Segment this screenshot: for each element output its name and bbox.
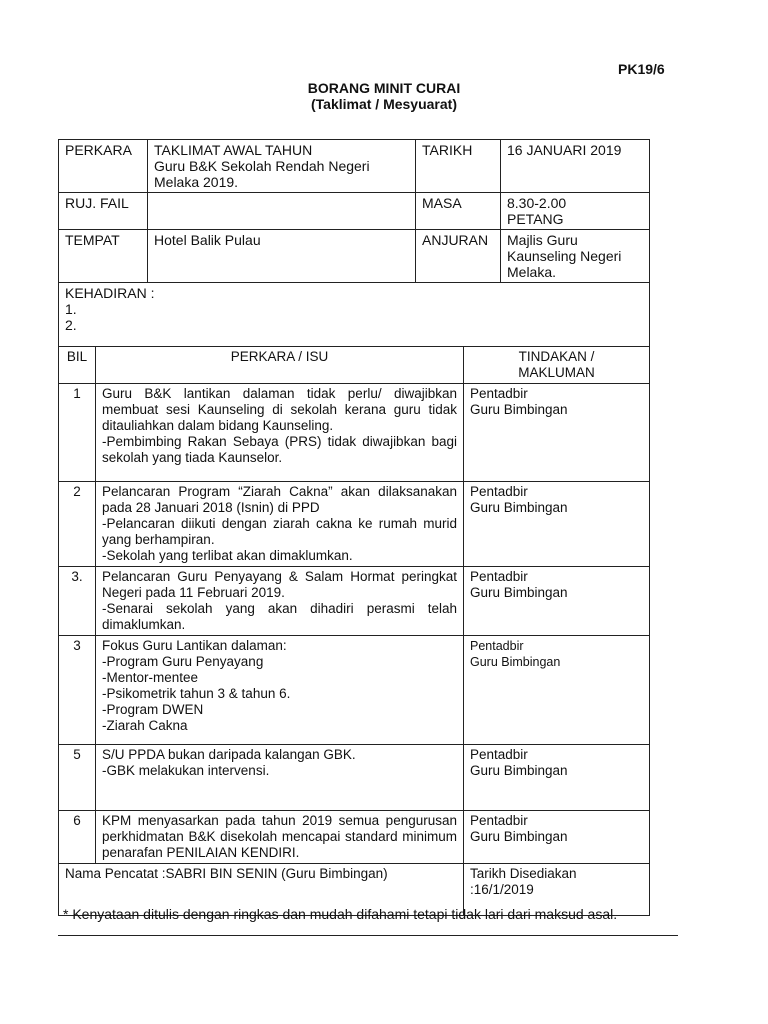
masa-value: 8.30-2.00 PETANG [501, 193, 650, 230]
table-row [59, 635, 650, 744]
table-row [59, 481, 650, 566]
anjuran-label: ANJURAN [416, 230, 501, 283]
table-row [59, 566, 650, 635]
perkara-label: PERKARA [59, 140, 148, 193]
row-perkara: S/U PPDA bukan daripada kalangan GBK. -GBK melakukan intervensi. [96, 744, 464, 810]
col-header-tindakan: TINDAKAN / MAKLUMAN [464, 346, 650, 383]
tarikh-label: TARIKH [416, 140, 501, 193]
col-header-perkara: PERKARA / ISU [96, 346, 464, 383]
tarikh-disediakan: Tarikh Disediakan :16/1/2019 [464, 863, 650, 915]
row-tindakan: Pentadbir Guru Bimbingan [464, 810, 650, 863]
tempat-value: Hotel Balik Pulau [148, 230, 416, 283]
anjuran-value: Majlis Guru Kaunseling Negeri Melaka. [501, 230, 650, 283]
row-tindakan: Pentadbir Guru Bimbingan [464, 383, 650, 481]
table-row [59, 744, 650, 810]
col-header-bil: BIL [59, 346, 96, 383]
ruj-fail-label: RUJ. FAIL [59, 193, 148, 230]
row-perkara: Fokus Guru Lantikan dalaman: -Program Guru Penyayang -Mentor-mentee -Psikometrik tahun 3 & tahun 6. -Program DWEN -Ziarah Cakna [96, 635, 464, 744]
row-bil: 5 [59, 744, 96, 810]
kehadiran-section [59, 283, 650, 346]
form-title: BORANG MINIT CURAI [307, 80, 461, 96]
header-table [58, 139, 649, 916]
perkara-value: TAKLIMAT AWAL TAHUN Guru B&K Sekolah Rendah Negeri Melaka 2019. [148, 140, 416, 193]
row-tindakan: Pentadbir Guru Bimbingan [464, 566, 650, 635]
table-row [59, 383, 650, 481]
bottom-divider [58, 935, 678, 936]
tempat-label: TEMPAT [59, 230, 148, 283]
row-perkara: Pelancaran Guru Penyayang & Salam Hormat peringkat Negeri pada 11 Februari 2019. -Senarai sekolah yang akan dihadiri perasmi telah dimaklumkan. [96, 566, 464, 635]
row-bil: 1 [59, 383, 96, 481]
row-bil: 6 [59, 810, 96, 863]
row-tindakan: Pentadbir Guru Bimbingan [464, 635, 650, 744]
kehadiran-item: 2. [65, 317, 77, 333]
row-tindakan: Pentadbir Guru Bimbingan [464, 481, 650, 566]
form-code: PK19/6 [618, 61, 665, 77]
row-bil: 3 [59, 635, 96, 744]
row-bil: 3. [59, 566, 96, 635]
row-perkara: Guru B&K lantikan dalaman tidak perlu/ diwajibkan membuat sesi Kaunseling di sekolah kerana guru tidak ditauliahkan dalam bidang Kaunseling. -Pembimbing Rakan Sebaya (PRS) tidak diwajibkan bagi sekolah yang tiada Kaunselor. [96, 383, 464, 481]
table-row [59, 810, 650, 863]
footnote: * Kenyataan ditulis dengan ringkas dan mudah difahami tetapi tidak lari dari maksud asal. [63, 906, 618, 922]
row-tindakan: Pentadbir Guru Bimbingan [464, 744, 650, 810]
form-subtitle: (Taklimat / Mesyuarat) [310, 96, 457, 112]
row-bil: 2 [59, 481, 96, 566]
kehadiran-label: KEHADIRAN : [65, 285, 155, 301]
masa-label: MASA [416, 193, 501, 230]
ruj-fail-value [148, 193, 416, 230]
kehadiran-item: 1. [65, 301, 77, 317]
row-perkara: KPM menyasarkan pada tahun 2019 semua pengurusan perkhidmatan B&K disekolah mencapai standard minimum penarafan PENILAIAN KENDIRI. [96, 810, 464, 863]
row-perkara: Pelancaran Program “Ziarah Cakna” akan dilaksanakan pada 28 Januari 2018 (Isnin) di PPD -Pelancaran diikuti dengan ziarah cakna ke rumah murid yang berhampiran. -Sekolah yang terlibat akan dimaklumkan. [96, 481, 464, 566]
tarikh-value: 16 JANUARI 2019 [501, 140, 650, 193]
pencatat-name: Nama Pencatat :SABRI BIN SENIN (Guru Bimbingan) [59, 863, 464, 915]
